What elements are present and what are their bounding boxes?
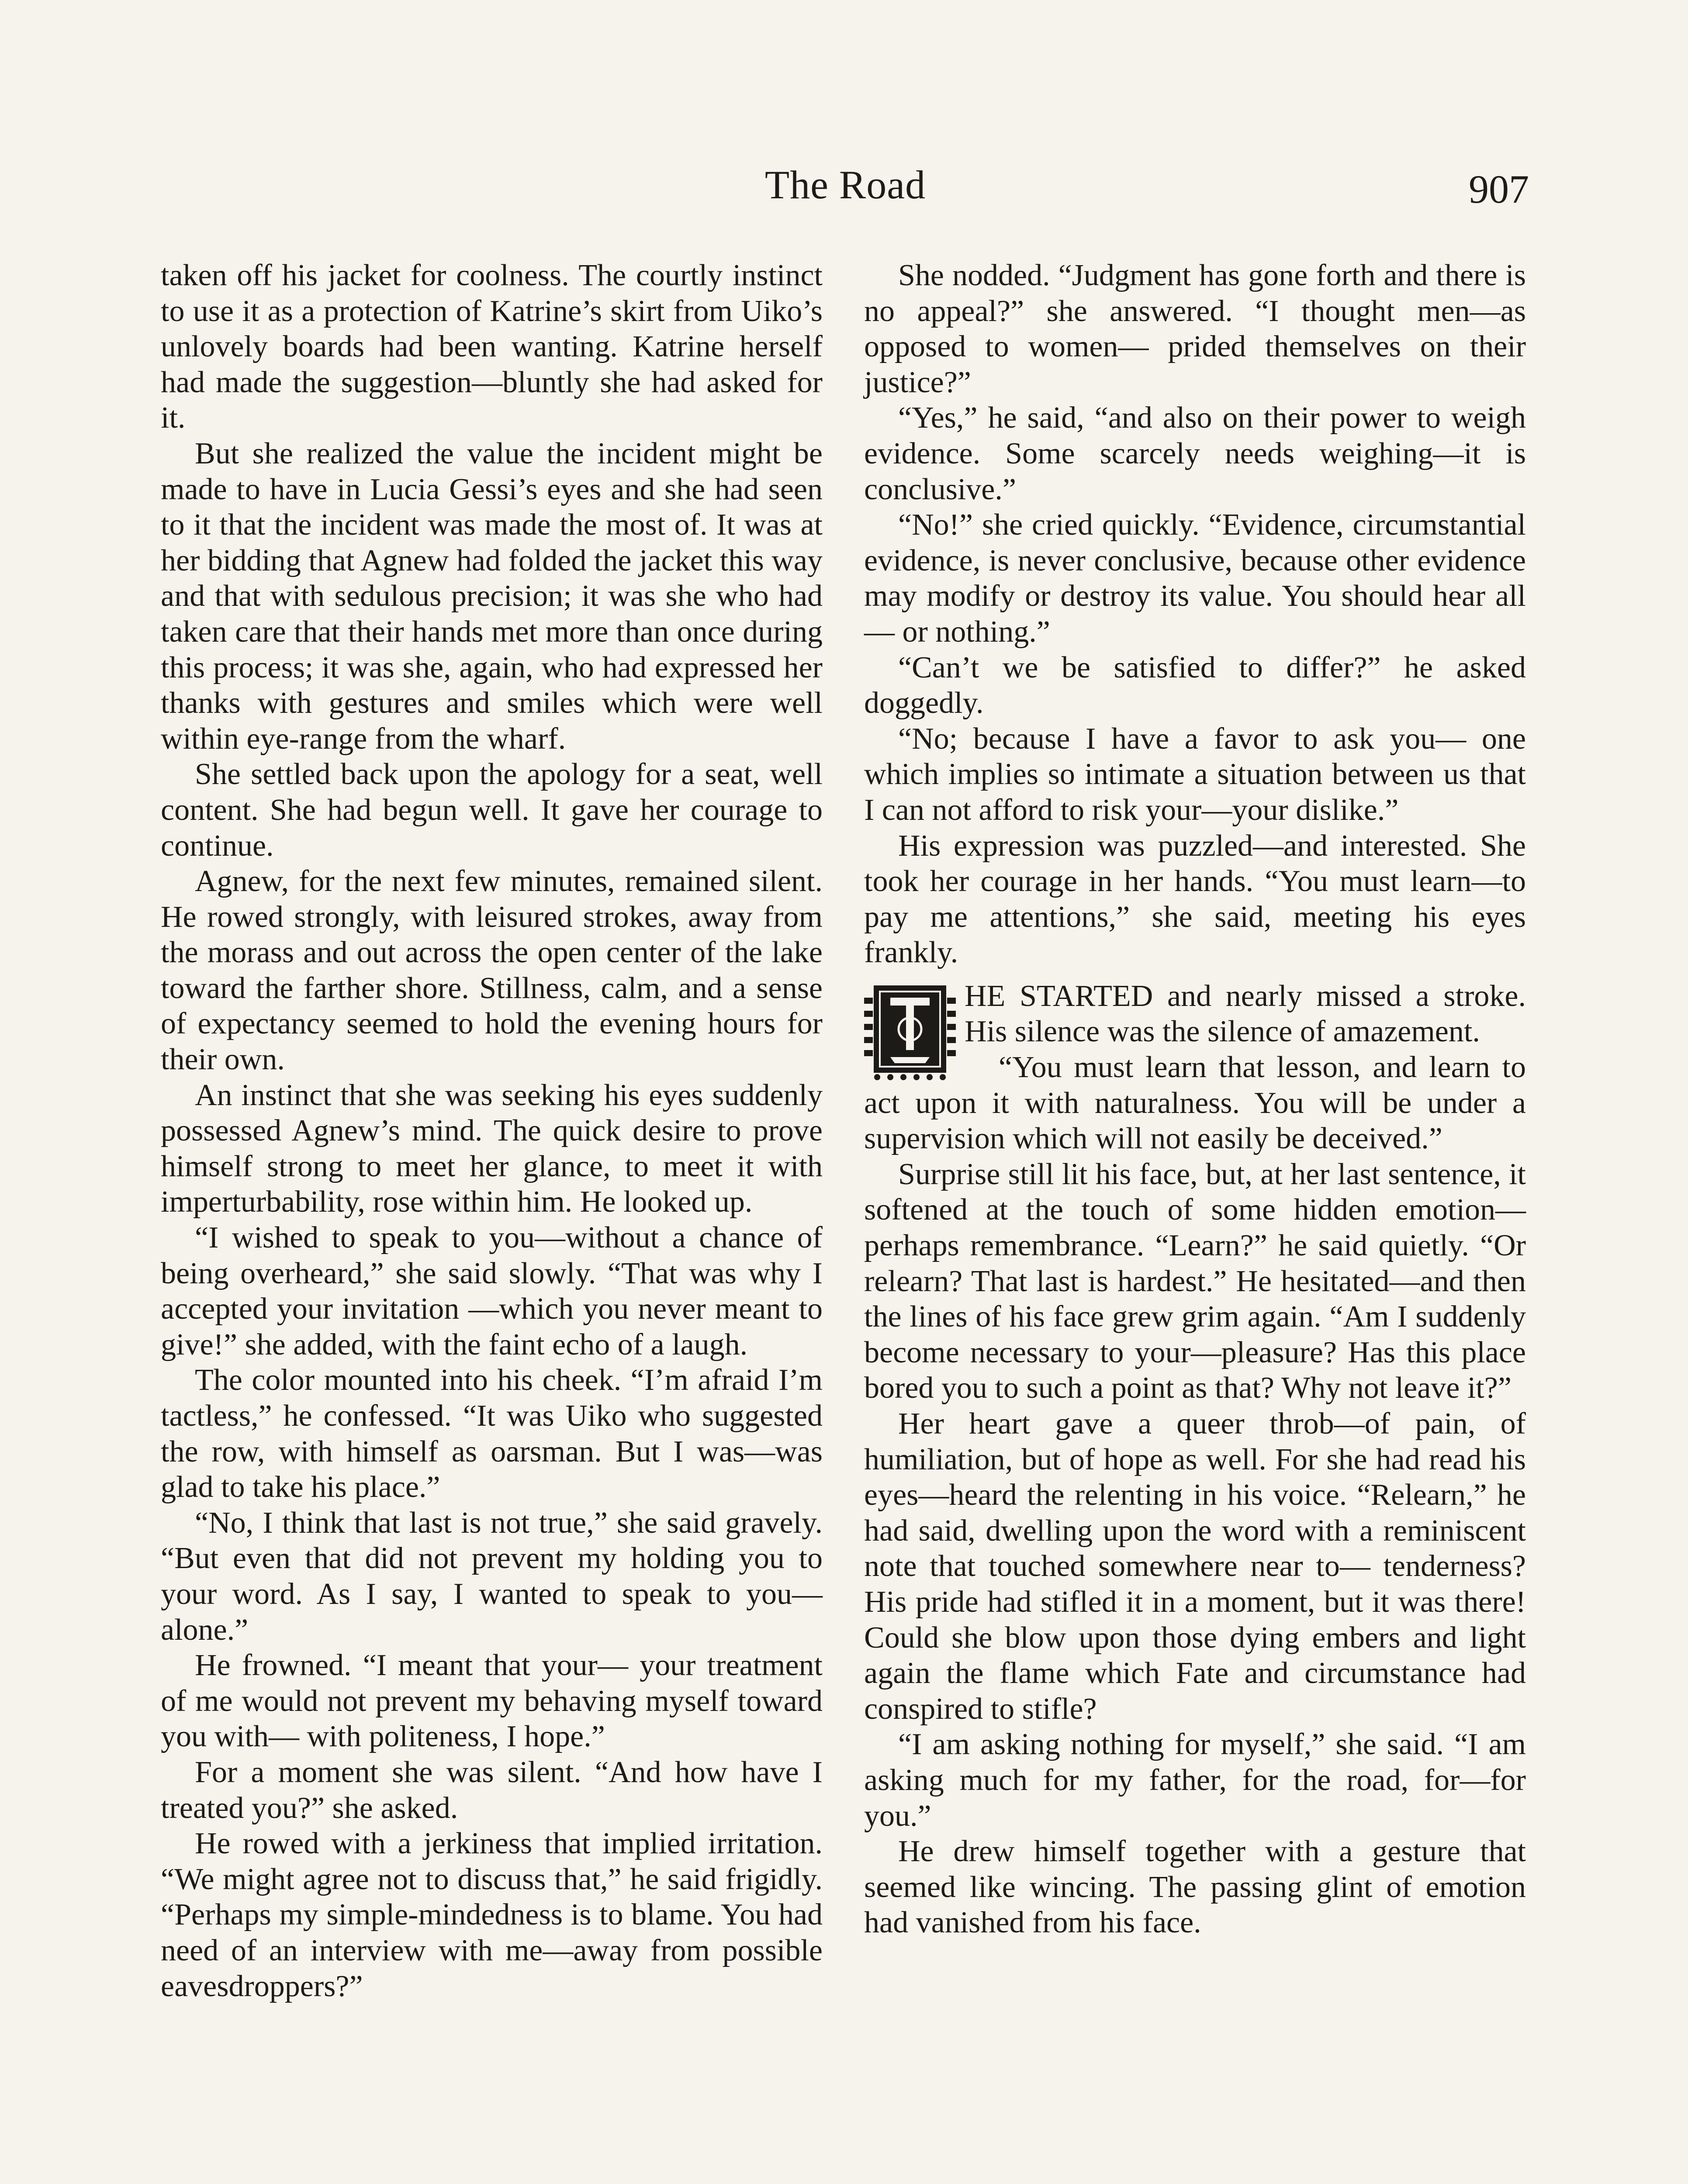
paragraph: She nodded. “Judgment has gone forth and there is no appeal?” she answered. “I thought men—as opposed to women— prided themselves on their justice?” [864, 259, 1526, 399]
paragraph: “No; because I have a favor to ask you— one which implies so intimate a situation between us that I can not afford to risk your—your dislike.” [864, 722, 1526, 827]
ornamental-initial-icon [864, 980, 956, 1083]
paragraph: An instinct that she was seeking his eyes suddenly possessed Agnew’s mind. The quick desire to prove himself strong to meet her glance, to meet it with imperturbability, rose within him. He looked up. [161, 1078, 823, 1219]
paragraph: He drew himself together with a gesture that seemed like wincing. The passing glint of emotion had vanished from his face. [864, 1835, 1526, 1940]
paragraph: She settled back upon the apology for a seat, well content. She had begun well. It gave her courage to continue. [161, 757, 823, 863]
paragraph: “I am asking nothing for myself,” she said. “I am asking much for my father, for the road, for—for you.” [864, 1728, 1526, 1833]
page-header [162, 162, 1529, 227]
right-column [864, 258, 1526, 1941]
paragraph: But she realized the value the incident might be made to have in Lucia Gessi’s eyes and she had seen to it that the incident was made the most of. It was at her bidding that Agnew had folded the jacket this way and that with sedulous precision; it was she who had taken care that their hands met more than once during this process; it was she, again, who had expressed her thanks with gestures and smiles which were well within eye-range from the wharf. [161, 436, 823, 756]
paragraph: “You must learn that lesson, and learn to act upon it with naturalness. You will be under a supervision which will not easily be deceived.” [864, 1051, 1526, 1156]
paragraph: “Yes,” he said, “and also on their power to weigh evidence. Some scarcely needs weighing—it is conclusive.” [864, 401, 1526, 506]
section-break [864, 978, 1526, 1050]
paragraph: Agnew, for the next few minutes, remained silent. He rowed strongly, with leisured strokes, away from the morass and out across the open center of the lake toward the farther shore. Stillness, calm, and a sense of expectancy seemed to hold the evening hours for their own. [161, 864, 823, 1077]
paragraph: “Can’t we be satisfied to differ?” he asked doggedly. [864, 650, 1526, 720]
drop-cap-paragraph: HE STARTED and nearly missed a stroke. His silence was the silence of amazement. [965, 979, 1526, 1049]
paragraph: The color mounted into his cheek. “I’m afraid I’m tactless,” he confessed. “It was Uiko who suggested the row, with himself as oarsman. But I was—was glad to take his place.” [161, 1363, 823, 1504]
paragraph: Her heart gave a queer throb—of pain, of humiliation, but of hope as well. For she had read his eyes—heard the relenting in his voice. “Relearn,” he had said, dwelling upon the word with a reminiscent note that touched somewhere near to— tenderness? His pride had stifled it in a moment, but it was there! Could she blow upon those dying embers and light again the flame which Fate and circumstance had conspired to stifle? [864, 1407, 1526, 1726]
paragraph: “No, I think that last is not true,” she said gravely. “But even that did not prevent my holding you to your word. As I say, I wanted to speak to you—alone.” [161, 1506, 823, 1647]
left-column [161, 258, 823, 2004]
paragraph: “I wished to speak to you—without a chance of being overheard,” she said slowly. “That was why I accepted your invitation —which you never meant to give!” she added, with the faint echo of a laugh. [161, 1221, 823, 1362]
paragraph: He frowned. “I meant that your— your treatment of me would not prevent my behaving myself toward you with— with politeness, I hope.” [161, 1648, 823, 1754]
paragraph: His expression was puzzled—and interested. She took her courage in her hands. “You must learn—to pay me attentions,” she said, meeting his eyes frankly. [864, 829, 1526, 970]
paragraph: taken off his jacket for coolness. The courtly instinct to use it as a protection of Katrine’s skirt from Uiko’s unlovely boards had been wanting. Katrine herself had made the suggestion—bluntly she had asked for it. [161, 259, 823, 435]
paragraph: “No!” she cried quickly. “Evidence, circumstantial evidence, is never conclusive, because other evidence may modify or destroy its value. You should hear all— or nothing.” [864, 508, 1526, 649]
paragraph: He rowed with a jerkiness that implied irritation. “We might agree not to discuss that,” he said frigidly. “Perhaps my simple-mindedness is to blame. You had need of an interview with me—away from possible eavesdroppers?” [161, 1827, 823, 2003]
running-title: The Road [764, 162, 926, 207]
page-number: 907 [1469, 167, 1529, 211]
paragraph: For a moment she was silent. “And how have I treated you?” she asked. [161, 1755, 823, 1825]
paragraph: Surprise still lit his face, but, at her last sentence, it softened at the touch of some hidden emotion—perhaps remembrance. “Learn?” he said quietly. “Or relearn? That last is hardest.” He hesitated—and then the lines of his face grew grim again. “Am I suddenly become necessary to your—pleasure? Has this place bored you to such a point as that? Why not leave it?” [864, 1157, 1526, 1405]
